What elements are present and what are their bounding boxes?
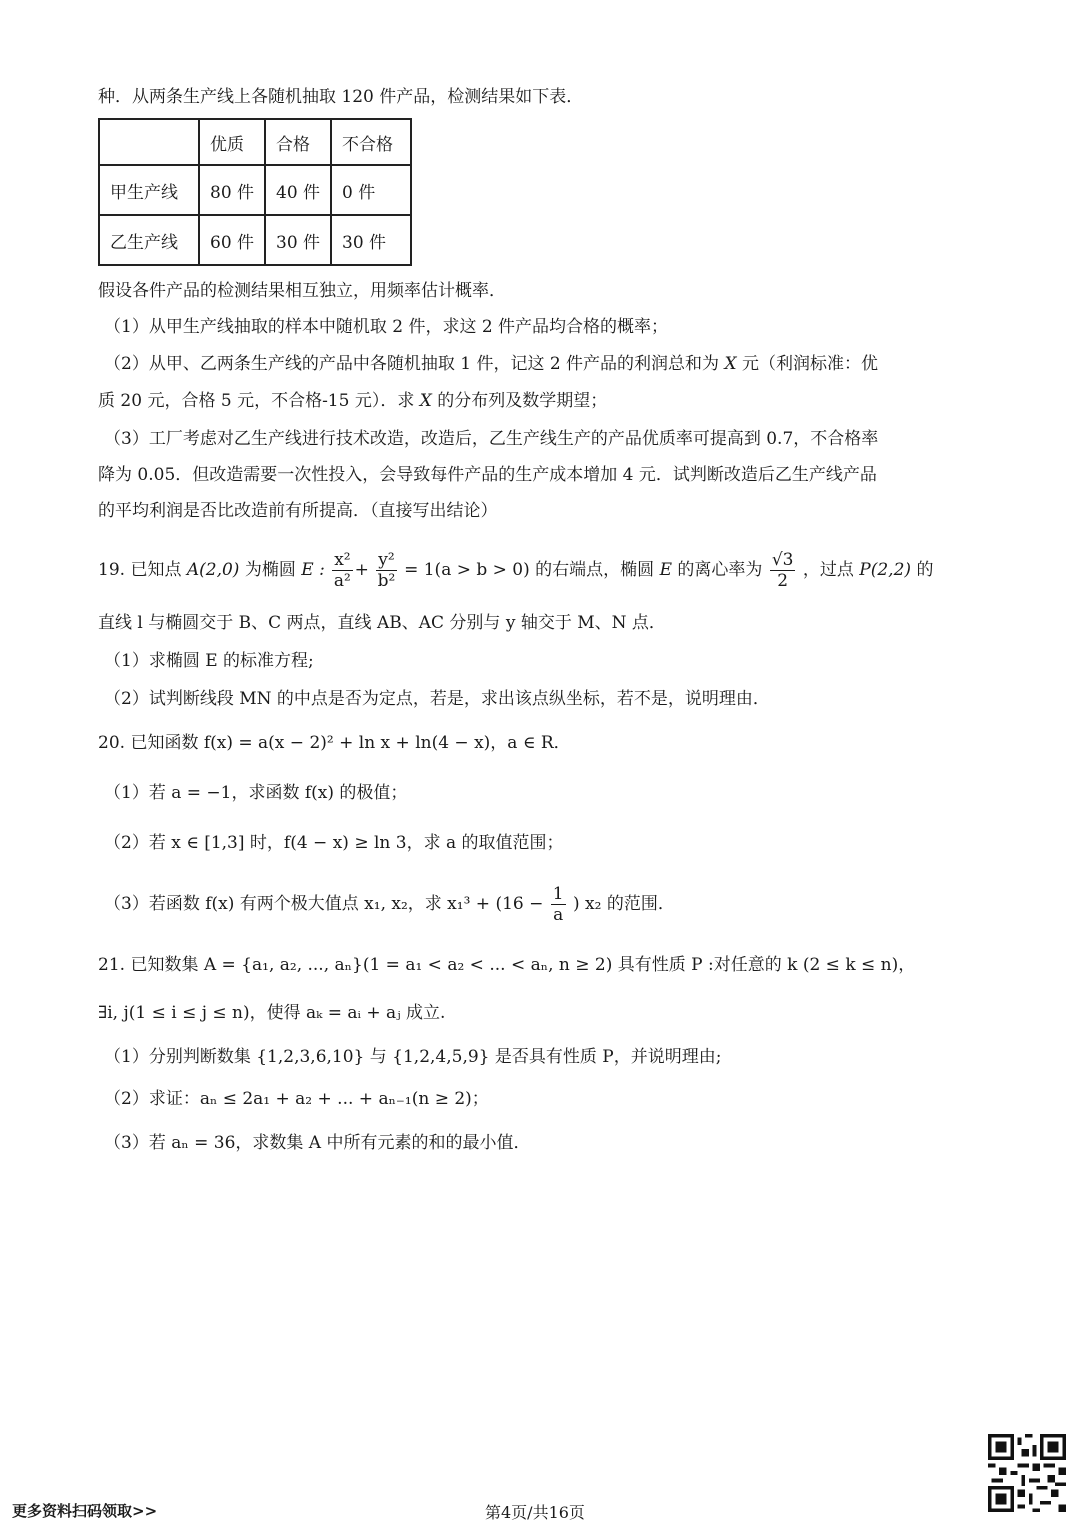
text: 元（利润标准：优 — [741, 354, 878, 374]
results-table — [98, 118, 412, 266]
page-number: 第4页/共16页 — [485, 1503, 585, 1522]
numerator: x² — [334, 550, 351, 570]
table-cell — [99, 119, 199, 165]
point-a: A(2,0) — [186, 560, 240, 580]
table-cell: 不合格 — [331, 119, 411, 165]
var-e: E — [659, 560, 672, 580]
text: 的 — [916, 560, 934, 580]
table-row — [99, 215, 411, 265]
table-row — [99, 119, 411, 165]
q20-part3 — [104, 878, 675, 930]
q20-part2: （2）若 x ∈ [1,3] 时，f(4 − x) ≥ ln 3，求 a 的取值范围； — [104, 833, 564, 853]
text: ) x₂ 的范围． — [573, 894, 675, 914]
intro-line: 种．从两条生产线上各随机抽取 120 件产品，检测结果如下表． — [98, 87, 584, 107]
q21-stem-line2: ∃i, j(1 ≤ i ≤ j ≤ n)，使得 aₖ = aᵢ + aⱼ 成立. — [98, 1003, 446, 1023]
point-p: P(2,2) — [859, 560, 912, 580]
table-cell: 60 件 — [199, 215, 265, 265]
table-cell: 30 件 — [265, 215, 331, 265]
text: 的离心率为 — [677, 560, 763, 580]
q19-part2: （2）试判断线段 MN 的中点是否为定点，若是，求出该点纵坐标，若不是，说明理由． — [104, 689, 770, 709]
qr-code-icon[interactable] — [988, 1434, 1066, 1512]
text: ，过点 — [802, 560, 854, 580]
text: 的分布列及数学期望； — [437, 391, 608, 411]
text: 质 20 元，合格 5 元，不合格-15 元）．求 — [98, 391, 415, 411]
q18-part2-line1 — [104, 351, 878, 377]
var-x: X — [724, 354, 737, 374]
fraction — [770, 550, 796, 591]
denominator: a — [553, 905, 564, 925]
fraction — [376, 550, 396, 591]
fraction — [551, 884, 566, 925]
q21-part1: （1）分别判断数集 {1,2,3,6,10} 与 {1,2,4,5,9} 是否具有性质 P，并说明理由; — [104, 1047, 722, 1067]
table-cell: 80 件 — [199, 165, 265, 215]
q20-stem: 20. 已知函数 f(x) = a(x − 2)² + ln x + ln(4 − x)，a ∈ R． — [98, 733, 571, 753]
numerator: y² — [378, 550, 395, 570]
q18-part3-line2: 降为 0.05．但改造需要一次性投入，会导致每件产品的生产成本增加 4 元．试判断改造后乙生产线产品 — [98, 465, 877, 485]
table-cell: 30 件 — [331, 215, 411, 265]
table-cell: 优质 — [199, 119, 265, 165]
q19-stem-line1: 19. 已知点 A(2,0) 为椭圆 E : $\frac{\text{x²}}{\text{a²}}$ + $\frac{\text{y²}}{\text{b²}}$ = 1(a > b > 0) 的右端点，椭圆 E 的离心率为 $\frac{√3}{2}$ ，过点 P(2,2) 的 — [98, 550, 934, 591]
condition: = 1(a > b > 0) — [404, 560, 530, 580]
denominator: a² — [333, 571, 351, 591]
table-cell: 合格 — [265, 119, 331, 165]
ellipse-label: E : — [301, 560, 325, 580]
table-cell: 40 件 — [265, 165, 331, 215]
q18-part3-line3: 的平均利润是否比改造前有所提高．（直接写出结论） — [98, 501, 498, 521]
footer-promo-link[interactable]: 更多资料扫码领取>> — [12, 1502, 158, 1520]
denominator: 2 — [777, 571, 789, 591]
q21-part3: （3）若 aₙ = 36，求数集 A 中所有元素的和的最小值． — [104, 1133, 531, 1153]
numerator: 1 — [552, 884, 564, 904]
var-x: X — [419, 391, 432, 411]
text: 19. 已知点 — [98, 560, 182, 580]
q18-part1: （1）从甲生产线抽取的样本中随机取 2 件，求这 2 件产品均合格的概率； — [104, 317, 669, 337]
denominator: b² — [377, 571, 396, 591]
text: 的右端点，椭圆 — [535, 560, 655, 580]
q21-part2: （2）求证：aₙ ≤ 2a₁ + a₂ + ... + aₙ₋₁(n ≥ 2)； — [104, 1089, 489, 1109]
table-cell: 甲生产线 — [99, 165, 199, 215]
numerator: √3 — [771, 550, 794, 570]
table-cell: 乙生产线 — [99, 215, 199, 265]
q18-part3-line1: （3）工厂考虑对乙生产线进行技术改造，改造后，乙生产线生产的产品优质率可提高到 0.7，不合格率 — [104, 429, 879, 449]
q21-stem-line1: 21. 已知数集 A = {a₁, a₂, ..., aₙ}(1 = a₁ < a₂ < ... < aₙ, n ≥ 2) 具有性质 P :对任意的 k (2 ≤ k ≤ n)， — [98, 955, 916, 975]
table-row — [99, 165, 411, 215]
text: （3）若函数 f(x) 有两个极大值点 x₁, x₂，求 x₁³ + (16 − — [104, 894, 544, 914]
fraction — [332, 550, 352, 591]
q20-part1: （1）若 a = −1，求函数 f(x) 的极值； — [104, 783, 408, 803]
table-cell: 0 件 — [331, 165, 411, 215]
text: 为椭圆 — [244, 560, 296, 580]
q18-part2-line2 — [98, 388, 607, 414]
q18-assumption: 假设各件产品的检测结果相互独立，用频率估计概率． — [98, 281, 506, 301]
q19-stem-line2: 直线 l 与椭圆交于 B、C 两点，直线 AB、AC 分别与 y 轴交于 M、N 点． — [98, 613, 666, 633]
q19-part1: （1）求椭圆 E 的标准方程; — [104, 651, 314, 671]
text: （2）从甲、乙两条生产线的产品中各随机抽取 1 件，记这 2 件产品的利润总和为 — [104, 354, 720, 374]
